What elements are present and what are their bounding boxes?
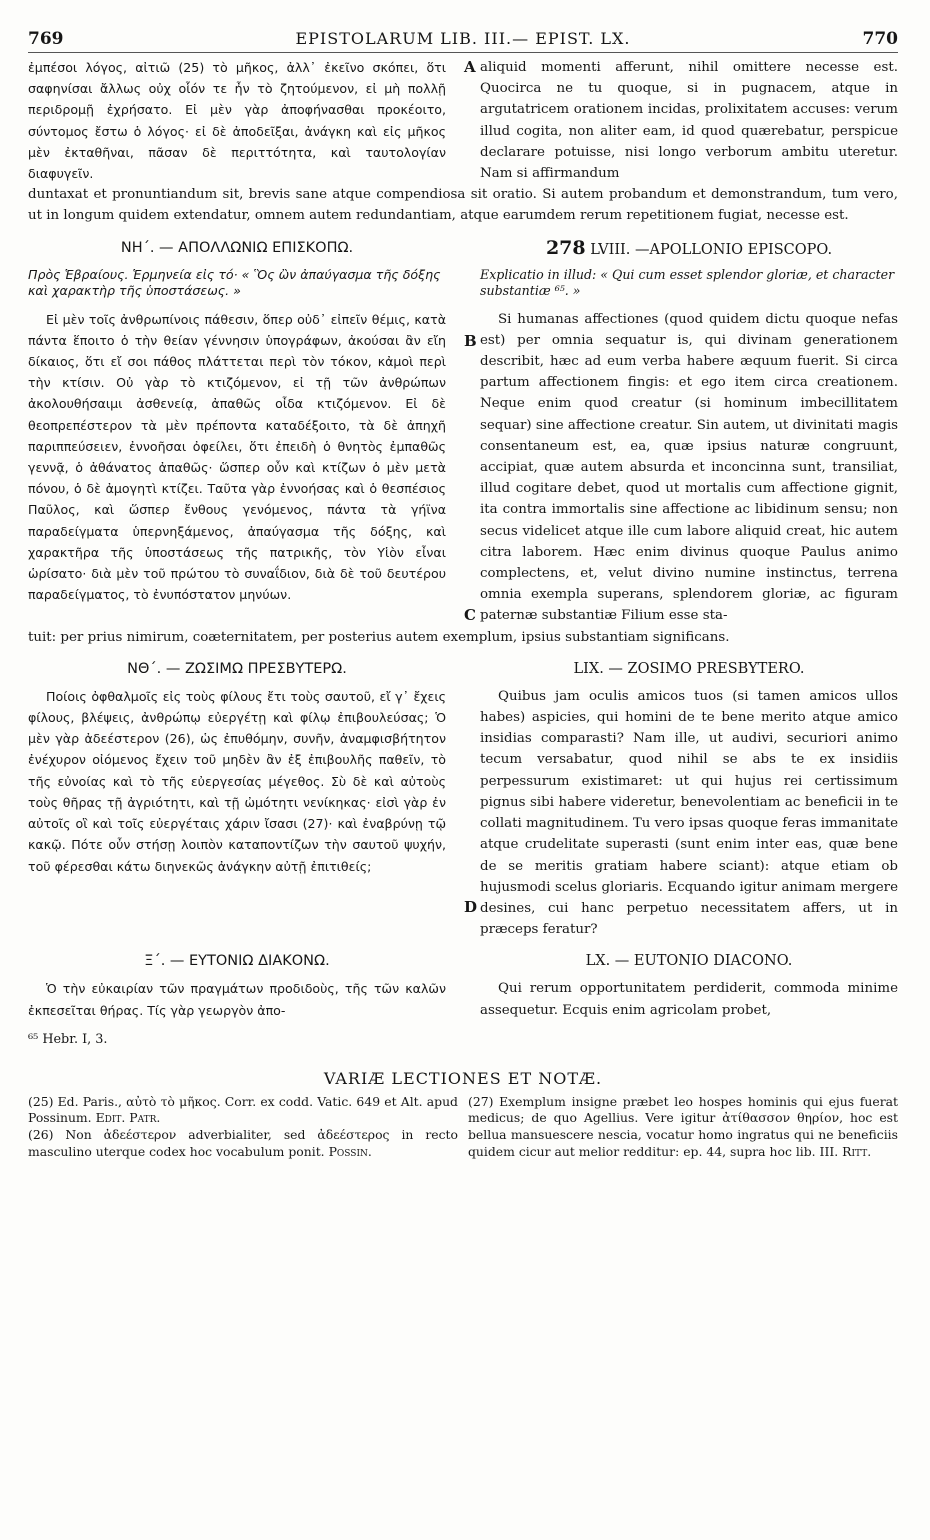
note-26-signature: Possin. (328, 1143, 372, 1159)
note-27 (468, 1094, 898, 1160)
ep59-greek-text: Ποίοις ὀφθαλμοῖς εἰς τοὺς φίλους ἔτι τοὺς σαυτοῦ, εἴ γ᾽ ἔχεις φίλους, βλέψεις, ἀνθρώπῳ εὐεργέτῃ καὶ φίλῳ ἐπιβουλεύσας; Ὁ μὲν γὰρ ἀδεέστερον (26), ὡς ἐπυθόμην, συνῆν, ἀναμφισβήτητον ἐνέχυρον οἰόμενος ἔχειν τοῦ μηδὲν ἂν ἐξ ἐπιβουλῆς παθεῖν, τὸ τῆς εὐνοίας καὶ τὸ τῆς εὐεργεσίας μέγεθος. Σὺ δὲ καὶ αὐτοὺς τοὺς θῆρας τῇ ἀγριότητι, καὶ τῇ ὠμότητι νενίκηκας· εἰσὶ γὰρ ἐν αὐτοῖς οἳ καὶ τοῖς εὐεργέταις χάριν ἴσασι (27)· καὶ ἐναβρύνῃ τῷ κακῷ. Πότε οὖν στήσῃ λοιπὸν καταποντίζων τὴν σαυτοῦ ψυχήν, τοῦ φέρεσθαι κάτω διηνεκῶς ἀνάγκην αὐτῇ ἐπιτιθείς; (28, 688, 446, 874)
ep59-titles (28, 648, 898, 686)
footnote: ⁶⁵ Hebr. I, 3. (28, 1031, 108, 1047)
ep58-greek-text: Εἰ μὲν τοῖς ἀνθρωπίνοις πάθεσιν, ὅπερ οὐδ᾽ εἰπεῖν θέμις, κατὰ πάντα ἕποιτο ὁ τὴν θείαν γέννησιν ὑπογράφων, ἀκούσαι ἂν εἴη δίκαιος, ὅτι εἴ σοι πάθος πλάττεται περὶ τὸν τόκον, κἀμοὶ περὶ τὴν κτίσιν. Οὐ γὰρ τὸ κτιζόμενον, εἰ τῇ τῶν ἀνθρώπων ἀκολουθήσαιμι ἀσθενείᾳ, ἀπαθῶς οἶδα κτιζόμενον. Εἰ δὲ θεοπρεπέστερον τὰ μὲν πρέποντα καταδέξοιτο, τὰ δὲ ἀπηχῆ παριππεύσειεν, ἐννοῆσαι ὀφείλει, ὅτι ἐπειδὴ ὁ θνητὸς ἐμπαθῶς γεννᾷ, ὁ ἀθάνατος ἀπαθῶς· ὥσπερ οὖν καὶ κτίζων ὁ μὲν μετὰ πόνου, ὁ δὲ ἀμογητὶ κτίζει. Ταῦτα γὰρ ἐννοήσας καὶ ὁ θεσπέσιος Παῦλος, καὶ ὥσπερ ἔνθους γενόμενος, πάντα τὰ γήϊνα παραδείγματα ὑπερνηξάμενος, ἀπαύγασμα τῆς δόξης, καὶ χαρακτῆρα τῆς ὑποστάσεως τῆς πατρικῆς, τὸν Υἱὸν εἶναι ὡρίσατο· διὰ μὲν τοῦ πρώτου τὸ συναΐδιον, διὰ δὲ τοῦ δευτέρου παραδείγματος, τὸ ἐνυπόστατον μηνύων. (28, 311, 446, 603)
ep58-subtitles (28, 267, 898, 309)
note-25-text: (25) Ed. Paris., αὐτὸ τὸ μῆκος. Corr. ex codd. Vatic. 649 et Alt. apud Possinum. (28, 1093, 458, 1126)
ep59-latin-text: Quibus jam oculis amicos tuos (si tamen amicos ullos habes) aspicies, qui homini de te bene merito atque amico insidias comparasti? Nam ille, ut audivi, securiori animo tecum versabatur, quod nihil se abs te ex insidiis perpessurum existimaret: ut qui hujus rei certissimum pignus sibi habere videretur, benevolentiam ac beneficii in te collati magnitudinem. Tu vero ipsas quoque feras immanitate atque crudelitate superasti (sunt enim inter eas, quæ bene de se meritis gratiam habere sciant): atque etiam ob hujusmodi scelus gloriaris. Ecquando igitur animam mergere desines, cui hanc perpetuo necessitatem affers, ut in præceps feratur? (480, 688, 898, 938)
ep58-full: tuit: per prius nimirum, coæternitatem, per posterius autem exemplum, ipsius substantiam significans. (28, 629, 730, 645)
note-26 (28, 1127, 458, 1160)
ep59-latin-title: LIX. — ZOSIMO PRESBYTERO. (573, 660, 805, 677)
ep60-greek-title: Ξ΄. — ΕΥΤΟΝΙΩ ΔΙΑΚΟΝΩ. (144, 953, 330, 970)
intro-latin-wrap (464, 57, 898, 184)
page (28, 28, 898, 1160)
intro-full: duntaxat et pronuntiandum sit, brevis sane atque compendiosa sit oratio. Si autem probandum et demonstrandum, tum vero, ut in longum quidem extendatur, omnem autem redundantiam, atque earumdem rerum repetitionem fugiat, necesse est. (28, 187, 898, 224)
note-25 (28, 1094, 458, 1127)
ep59-latin-wrap (464, 686, 898, 940)
ep58-body (28, 309, 898, 627)
ep58-greek-title: ΝΗ΄. — ΑΠΟΛΛΩΝΙΩ ΕΠΙΣΚΟΠΩ. (120, 239, 354, 256)
ep60-latin-title: LX. — EUTONIO DIACONO. (585, 953, 793, 970)
page-number-right: 770 (862, 29, 898, 49)
running-header (28, 28, 898, 53)
ep58-latin-title-wrap (480, 237, 898, 261)
ep58-latin-wrap (464, 309, 898, 627)
ep58-greek-subtitle: Πρὸς Ἑβραίους. Ἑρμηνεία εἰς τό· « Ὃς ὢν ἀπαύγασμα τῆς δόξης καὶ χαρακτὴρ τῆς ὑποστάσεως. » (28, 266, 441, 298)
column-number: 278 (545, 236, 586, 259)
ep58-latin-title: LVIII. —APOLLONIO EPISCOPO. (590, 241, 833, 258)
margin-mark-b: B (464, 331, 477, 350)
note-26-text: (26) Non ἀδεέστερον adverbialiter, sed ἀδεέστερος in recto masculino uterque codex hoc vocabulum ponit. (28, 1126, 458, 1159)
ep58-titles (28, 227, 898, 267)
variae-right (468, 1094, 898, 1160)
running-head: EPISTOLARUM LIB. III.— EPIST. LX. (295, 29, 631, 48)
ep58-latin-text: Si humanas affectiones (quod quidem dictu quoque nefas est) per omnia sequatur is, qui divinam generationem describit, hæc ad eum verba habere æquum fuerit. Si circa partum affectionem fingis: et ego item circa creationem. Neque enim quod creatur (si hominum imbecillitatem sequar) sine affectione creatur. Sin autem, ut divinitati magis consentaneum est, ea, quæ ipsius naturæ congruunt, accipiat, quæ autem absurda et inconcinna sunt, transiliat, illud cogitare debet, quod ut mortalis cum affectione gignit, ita contra immortalis sine affectione ac libidinum sensu; non secus videlicet atque ille cum labore aliquid creat, hic autem citra laborem. Hæc enim divinus quoque Paulus animo complectens, et, velut divino numine instinctus, terrena omnia exempla superans, splendorem gloriæ, ac figuram paternæ substantiæ Filium esse sta- (480, 311, 898, 624)
note-27-text: (27) Exemplum insigne præbet leo hospes hominis qui ejus fuerat medicus; de quo Agellius. Vere igitur ἀτίθασσον θηρίον, hoc est bellua mansuescere nescia, vocatur homo ingratus qui ne beneficiis quidem cicur aut melior redditur: ep. 44, supra hoc lib. III. (468, 1093, 898, 1159)
ep60-greek-text: Ὁ τὴν εὐκαιρίαν τῶν πραγμάτων προδιδοὺς, τῆς τῶν καλῶν ἐκπεσεῖται θήρας. Τίς γὰρ γεωργὸν ἀπο- (28, 981, 446, 1018)
intro-greek: ἐμπέσοι λόγος, αἰτιῶ (25) τὸ μῆκος, ἀλλ᾽ ἐκεῖνο σκόπει, ὅτι σαφηνίσαι ἄλλως οὐχ οἷόν τε ἦν τὸ ζητούμενον, εἰ μὴ πολλῇ περιδρομῇ ἐχρήσατο. Εἰ μὲν γὰρ ἀποφήνασθαι προκέοιτο, σύντομος ἔστω ὁ λόγος· εἰ δὲ ἀποδεῖξαι, ἀνάγκη καὶ εἰς μῆκος μὲν ἐκταθῆναι, πᾶσαν δὲ περιττότητα, καὶ ταυτολογίαν διαφυγεῖν. (28, 60, 446, 182)
ep59-greek-title: ΝΘ΄. — ΖΩΣΙΜΩ ΠΡΕΣΒΥΤΕΡΩ. (127, 660, 347, 677)
variae-left (28, 1094, 458, 1160)
variae-title: VARIÆ LECTIONES ET NOTÆ. (323, 1068, 603, 1088)
variae-columns (28, 1094, 898, 1160)
note-25-signature: Edit. Patr. (95, 1110, 161, 1126)
intro-columns (28, 57, 898, 184)
ep60-latin-text: Qui rerum opportunitatem perdiderit, commoda minime assequetur. Ecquis enim agricolam probet, (480, 981, 898, 1018)
ep60-titles (28, 940, 898, 978)
ep59-body (28, 686, 898, 940)
ep58-latin-subtitle: Explicatio in illud: « Qui cum esset splendor gloriæ, et character substantiæ ⁶⁵. » (480, 266, 895, 298)
intro-latin: aliquid momenti afferunt, nihil omittere necesse est. Quocirca ne tu quoque, si in pugnacem, atque in argutatricem orationem incidas, prolixitatem accuses: verum illud cogita, non aliter eam, id quod quærebatur, perspicue declarare potuisse, nisi longo verborum ambitu uteretur. Nam si affirmandum (480, 60, 898, 182)
note-27-signature: Ritt. (842, 1143, 872, 1159)
margin-mark-d: D (464, 898, 478, 917)
ep60-body (28, 978, 898, 1020)
page-number-left: 769 (28, 29, 64, 49)
margin-mark-c: C (464, 606, 476, 625)
margin-mark-a: A (464, 58, 476, 76)
